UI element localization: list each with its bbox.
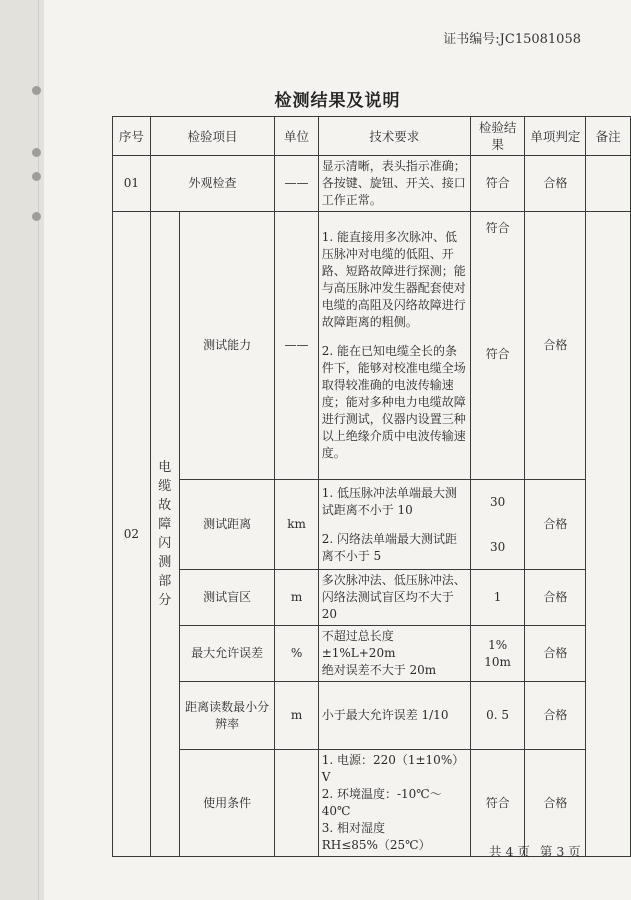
group-category [150,212,179,857]
group-remark [586,212,631,857]
result-1: 30 [489,494,506,509]
requirement-2: 2. 环境温度：-10℃～40℃ [321,787,442,818]
result-2: 10m [484,654,511,669]
row-requirement [318,750,470,857]
table-row [113,626,631,682]
result-2: 符合 [485,347,510,361]
row-unit: —— [275,212,318,480]
results-table [112,116,631,857]
binding-hole [32,86,41,95]
header-no: 序号 [113,117,151,156]
table-row [113,156,631,212]
table-row [113,682,631,750]
row-unit: % [275,626,318,682]
row-result [470,212,524,480]
certificate-number-label: 证书编号: [443,32,500,47]
requirement-1: 1. 低压脉冲法单端最大测试距离不小于 10 [321,485,457,517]
table-row [113,750,631,857]
row-judgement: 合格 [525,570,586,626]
requirement-2: 2. 闪络法单端最大测试距离不小于 5 [321,531,457,563]
table-row [113,480,631,570]
certificate-number [443,28,581,47]
row-item: 最大允许误差 [179,626,274,682]
page-title: 检测结果及说明 [274,91,401,111]
row-requirement: 多次脉冲法、低压脉冲法、闪络法测试盲区均不大于 20 [318,570,470,626]
row-result [470,626,524,682]
row-requirement [318,480,470,570]
row-item: 使用条件 [179,750,274,857]
row-unit: —— [275,156,318,212]
row-result [470,480,524,570]
row-judgement: 合格 [525,480,586,570]
binding-line [38,0,39,900]
row-item: 距离读数最小分辨率 [179,682,274,750]
row-result: 1 [470,570,524,626]
row-requirement [318,626,470,682]
page-total: 共 4 页 [489,844,530,859]
row-unit [275,750,318,857]
row-no: 01 [113,156,151,212]
header-judgement: 单项判定 [525,117,586,156]
requirement-1: 1. 能直接用多次脉冲、低压脉冲对电缆的低阻、开路、短路故障进行探测；能与高压脉冲发生器配套使对电缆的高阻及闪络故障进行故障距离的粗侧。 [321,230,466,329]
table-header-row [113,117,631,156]
binding-hole [32,172,41,181]
row-item: 测试能力 [179,212,274,480]
row-judgement: 合格 [525,212,586,480]
row-result: 0. 5 [470,682,524,750]
group-no: 02 [113,212,151,857]
table-row [113,570,631,626]
requirement-1: 1. 电源：220（1±10%）V [321,753,465,784]
requirement-2: 绝对误差不大于 20m [321,663,437,677]
binding-hole [32,148,41,157]
header-requirement: 技术要求 [318,117,470,156]
requirement-1: 不超过总长度±1%L+20m [321,629,396,660]
document-page [44,0,631,900]
row-requirement: 显示清晰，表头指示准确；各按键、旋钮、开关、接口工作正常。 [318,156,470,212]
row-unit: km [275,480,318,570]
row-item: 测试距离 [179,480,274,570]
row-judgement: 合格 [525,682,586,750]
row-judgement: 合格 [525,626,586,682]
page-current: 第 3 页 [539,844,581,859]
group-category-text: 电缆故障闪测部分 [158,460,172,608]
header-unit: 单位 [275,117,318,156]
header-item: 检验项目 [150,117,275,156]
row-unit: m [275,570,318,626]
binding-strip [0,0,45,900]
requirement-3: 3. 相对湿度 RH≤85%（25℃） [321,821,431,852]
row-remark [586,156,631,212]
row-result: 符合 [470,750,524,857]
header-remark: 备注 [586,117,631,156]
result-1: 符合 [485,221,510,235]
table-row [113,212,631,480]
row-result: 符合 [470,156,524,212]
requirement-2: 2. 能在已知电缆全长的条件下，能够对校准电缆全场取得较准确的电波传输速度；能对多种电力电缆故障进行测试，仪器内设置三种以上绝缘介质中电波传输速度。 [321,344,466,460]
row-unit: m [275,682,318,750]
row-requirement [318,212,470,480]
row-item: 测试盲区 [179,570,274,626]
row-judgement: 合格 [525,156,586,212]
row-item: 外观检查 [150,156,275,212]
header-result: 检验结果 [470,117,524,156]
row-judgement: 合格 [525,750,586,857]
result-2: 30 [489,539,506,554]
result-1: 1% [488,637,508,652]
row-requirement: 小于最大允许误差 1/10 [318,682,470,750]
binding-hole [32,212,41,221]
certificate-number-value: JC15081058 [499,32,581,47]
page-footer [489,842,581,860]
